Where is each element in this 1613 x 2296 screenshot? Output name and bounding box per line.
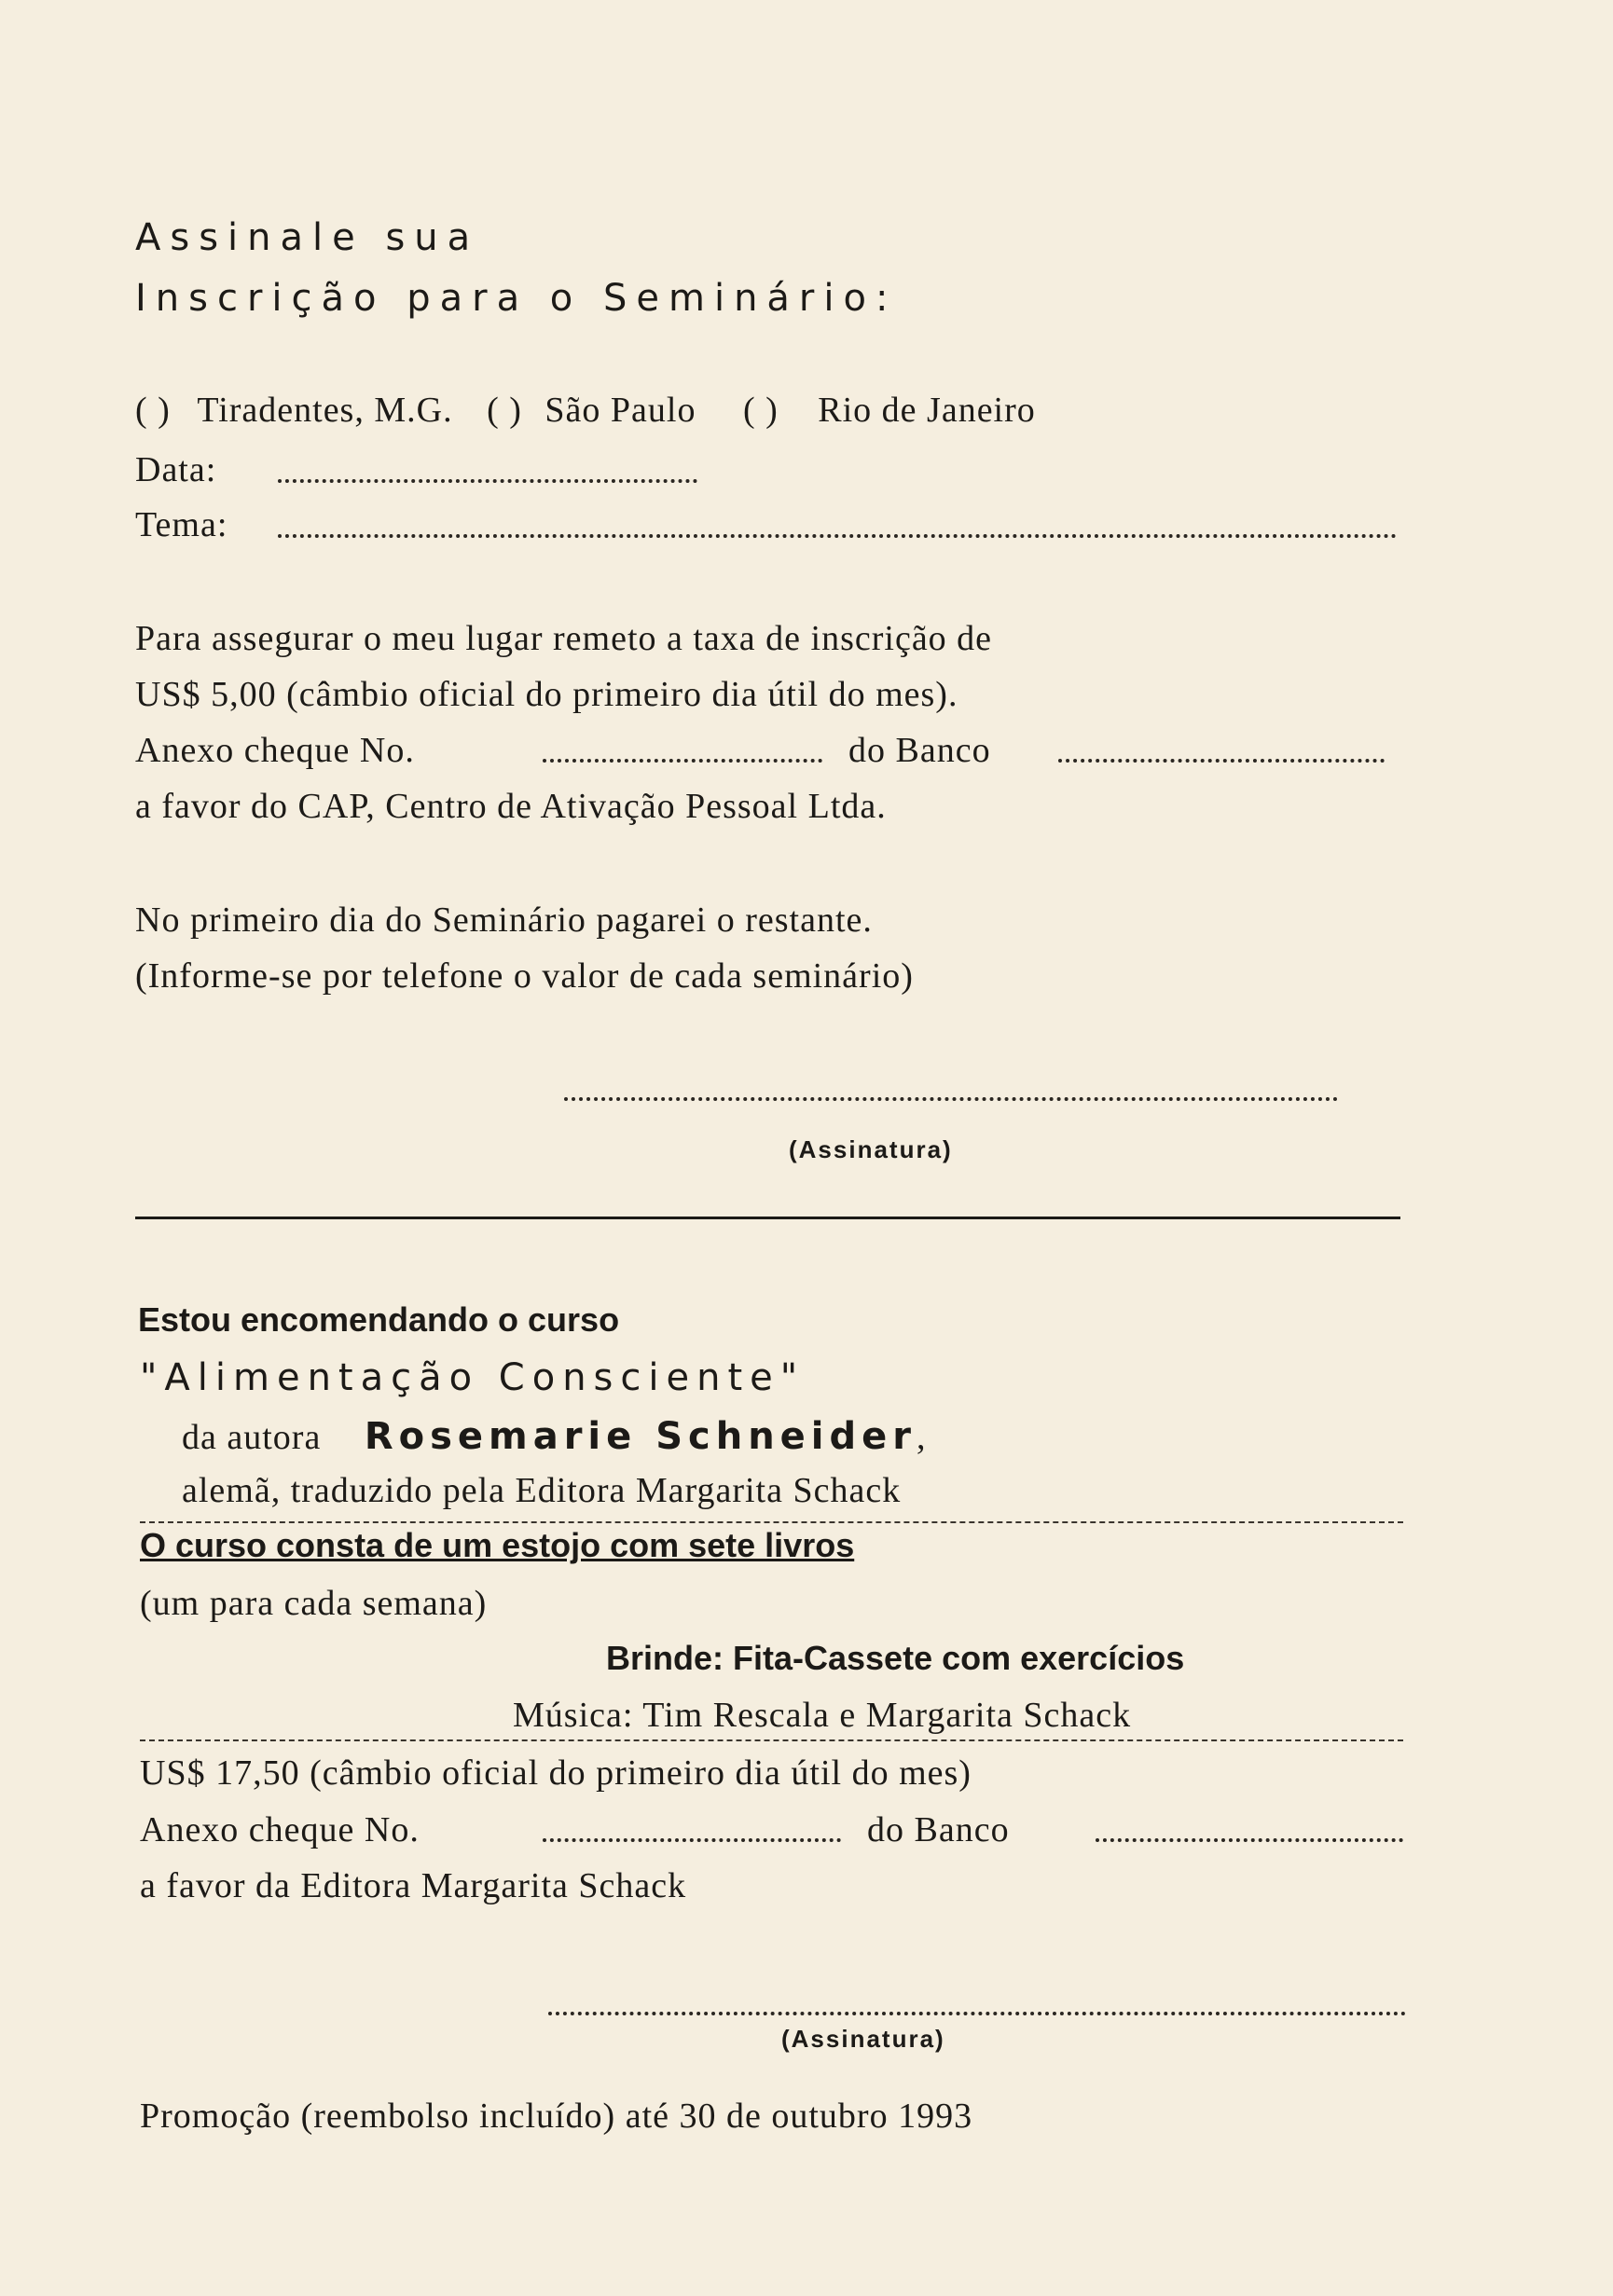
checkbox-sao-paulo[interactable]: ( ) [487, 391, 522, 430]
heading-line-2: Inscrição para o Seminário: [135, 277, 898, 320]
order-line-4: alemã, traduzido pela Editora Margarita Schack [182, 1471, 902, 1510]
promotion-footer: Promoção (reembolso incluído) até 30 de outubro 1993 [140, 2097, 973, 2136]
data-input-line[interactable] [278, 479, 697, 483]
gift-line: Brinde: Fita-Cassete com exercícios [606, 1639, 1185, 1677]
cheque-label-2: Anexo cheque No. [140, 1810, 420, 1849]
signature-line-1[interactable] [564, 1097, 1338, 1101]
data-field-row [135, 449, 216, 490]
dashed-divider-2 [140, 1739, 1403, 1741]
author-row [182, 1415, 927, 1458]
checkbox-rio[interactable]: ( ) [742, 391, 779, 430]
music-line: Música: Tim Rescala e Margarita Schack [513, 1696, 1132, 1735]
order-line-1: Estou encomendando o curso [138, 1300, 620, 1339]
note-line-2: (Informe-se por telefone o valor de cada seminário) [135, 956, 914, 996]
cheque-number-input-1[interactable] [543, 759, 822, 763]
banco-input-2[interactable] [1096, 1838, 1403, 1842]
payment-line-1: Para assegurar o meu lugar remeto a taxa de inscrição de [135, 619, 993, 658]
payment-line-4: a favor do CAP, Centro de Ativação Pessoal Ltda. [135, 787, 887, 826]
seminar-options-row [135, 390, 1036, 431]
order-line-6: (um para cada semana) [140, 1584, 488, 1623]
signature-line-2[interactable] [548, 2012, 1406, 2015]
author-prefix: da autora [182, 1418, 322, 1457]
note-line-1: No primeiro dia do Seminário pagarei o restante. [135, 901, 873, 940]
tema-input-line[interactable] [278, 534, 1397, 538]
course-title: "Alimentação Conscientе" [140, 1356, 806, 1399]
author-suffix: , [917, 1418, 927, 1457]
section-divider [135, 1217, 1400, 1219]
signature-label-2: (Assinatura) [781, 2025, 945, 2053]
author-name: Rosemarie Schneider [364, 1415, 917, 1458]
heading-line-1: Assinale sua [135, 216, 480, 259]
banco-input-1[interactable] [1058, 759, 1385, 763]
data-label: Data: [135, 450, 217, 489]
order-line-5: O curso consta de um estojo com sete livros [140, 1526, 855, 1564]
cheque-label-1: Anexo cheque No. [135, 731, 415, 770]
cheque-number-input-2[interactable] [543, 1838, 841, 1842]
signature-label-1: (Assinatura) [789, 1135, 953, 1163]
option-tiradentes-label: Tiradentes, M.G. [197, 391, 453, 430]
payment-line-2: US$ 5,00 (câmbio oficial do primeiro dia útil do mes). [135, 675, 958, 714]
banco-label-2: do Banco [867, 1810, 1010, 1849]
checkbox-tiradentes[interactable]: ( ) [135, 391, 171, 430]
banco-label-1: do Banco [848, 731, 991, 770]
tema-field-row [135, 504, 227, 545]
favor-line: a favor da Editora Margarita Schack [140, 1866, 687, 1905]
option-rio-label: Rio de Janeiro [818, 391, 1036, 430]
option-sao-paulo-label: São Paulo [545, 391, 696, 430]
price-line: US$ 17,50 (câmbio oficial do primeiro dia útil do mes) [140, 1753, 972, 1793]
dashed-divider-1 [140, 1521, 1403, 1523]
tema-label: Tema: [135, 505, 228, 544]
